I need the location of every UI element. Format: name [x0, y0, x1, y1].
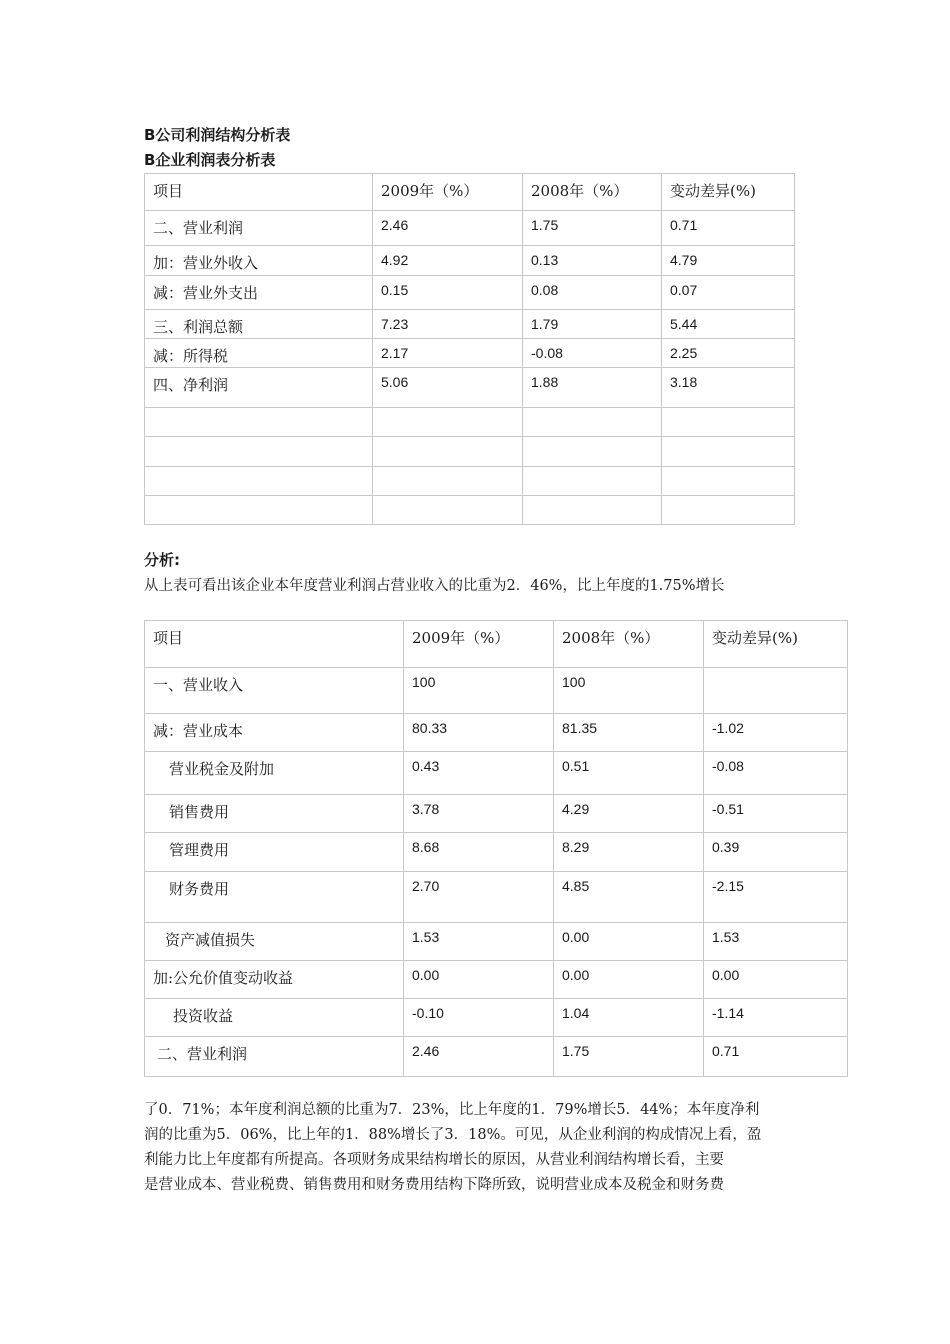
value-change: -0.08 — [704, 752, 848, 795]
header-cell: 项目 — [145, 174, 373, 211]
table-row — [145, 339, 795, 368]
empty-row — [145, 408, 795, 437]
value-2009: 7.23 — [373, 310, 523, 339]
table-row — [145, 795, 848, 833]
empty-cell — [145, 496, 373, 525]
row-label: 财务费用 — [145, 872, 404, 923]
empty-cell — [662, 467, 795, 496]
value-2009: 1.53 — [404, 923, 554, 961]
analysis-text: 从上表可看出该企业本年度营业利润占营业收入的比重为2．46%，比上年度的1.75%增长 — [144, 578, 725, 594]
row-label: 销售费用 — [145, 795, 404, 833]
empty-row — [145, 496, 795, 525]
table-header-row — [145, 621, 848, 668]
empty-cell — [662, 408, 795, 437]
value-2008: 0.51 — [554, 752, 704, 795]
header-cell: 2008年（%） — [523, 174, 662, 211]
value-change: 0.71 — [662, 211, 795, 246]
value-2008: 0.08 — [523, 276, 662, 310]
row-label: 二、营业利润 — [145, 1037, 404, 1077]
header-cell: 2008年（%） — [554, 621, 704, 668]
value-change: 2.25 — [662, 339, 795, 368]
value-2009: 0.15 — [373, 276, 523, 310]
document-title: B公司利润结构分析表 — [144, 126, 291, 144]
value-change: 0.00 — [704, 961, 848, 999]
value-2008: 0.00 — [554, 961, 704, 999]
value-2008: 81.35 — [554, 714, 704, 752]
empty-cell — [523, 408, 662, 437]
value-2009: 0.00 — [404, 961, 554, 999]
table-header-row — [145, 174, 795, 211]
table-row — [145, 668, 848, 714]
value-2008: 8.29 — [554, 833, 704, 872]
empty-cell — [373, 467, 523, 496]
value-2009: 100 — [404, 668, 554, 714]
value-2009: 2.46 — [373, 211, 523, 246]
value-change: 0.39 — [704, 833, 848, 872]
empty-cell — [373, 437, 523, 467]
value-change: 5.44 — [662, 310, 795, 339]
value-2009: 2.46 — [404, 1037, 554, 1077]
row-label: 加：营业外收入 — [145, 246, 373, 276]
table-row — [145, 961, 848, 999]
value-change: 1.53 — [704, 923, 848, 961]
value-change: -1.14 — [704, 999, 848, 1037]
value-change: -1.02 — [704, 714, 848, 752]
table-row — [145, 872, 848, 923]
value-2008: 0.00 — [554, 923, 704, 961]
analysis-label: 分析: — [144, 551, 180, 569]
row-label: 二、营业利润 — [145, 211, 373, 246]
row-label: 一、营业收入 — [145, 668, 404, 714]
empty-cell — [523, 467, 662, 496]
empty-cell — [662, 437, 795, 467]
value-2008: 1.79 — [523, 310, 662, 339]
row-label: 三、利润总额 — [145, 310, 373, 339]
paragraph-line: 是营业成本、营业税费、销售费用和财务费用结构下降所致，说明营业成本及税金和财务费 — [144, 1177, 724, 1193]
header-cell: 项目 — [145, 621, 404, 668]
value-2009: 8.68 — [404, 833, 554, 872]
value-2009: 2.70 — [404, 872, 554, 923]
table-row — [145, 368, 795, 408]
table-row — [145, 310, 795, 339]
value-2009: 80.33 — [404, 714, 554, 752]
value-2009: 5.06 — [373, 368, 523, 408]
row-label: 加:公允价值变动收益 — [145, 961, 404, 999]
empty-row — [145, 437, 795, 467]
value-2009: -0.10 — [404, 999, 554, 1037]
value-2008: 0.13 — [523, 246, 662, 276]
empty-cell — [373, 408, 523, 437]
table-row — [145, 833, 848, 872]
row-label: 管理费用 — [145, 833, 404, 872]
value-2009: 4.92 — [373, 246, 523, 276]
value-2009: 0.43 — [404, 752, 554, 795]
empty-cell — [373, 496, 523, 525]
header-cell: 2009年（%） — [404, 621, 554, 668]
value-change: 0.07 — [662, 276, 795, 310]
table-row — [145, 276, 795, 310]
row-label: 减：所得税 — [145, 339, 373, 368]
value-change — [704, 668, 848, 714]
table-row — [145, 752, 848, 795]
table-row — [145, 211, 795, 246]
row-label: 四、净利润 — [145, 368, 373, 408]
empty-row — [145, 467, 795, 496]
empty-cell — [662, 496, 795, 525]
profit-structure-table — [144, 173, 795, 525]
empty-cell — [145, 437, 373, 467]
value-2008: 1.75 — [554, 1037, 704, 1077]
value-2008: 1.88 — [523, 368, 662, 408]
header-cell: 变动差异(%) — [662, 174, 795, 211]
empty-cell — [523, 496, 662, 525]
table-row — [145, 1037, 848, 1077]
value-change: -2.15 — [704, 872, 848, 923]
value-change: -0.51 — [704, 795, 848, 833]
value-2008: 100 — [554, 668, 704, 714]
value-2008: 1.04 — [554, 999, 704, 1037]
value-2009: 3.78 — [404, 795, 554, 833]
value-2008: 4.85 — [554, 872, 704, 923]
row-label: 资产减值损失 — [145, 923, 404, 961]
value-2008: 4.29 — [554, 795, 704, 833]
empty-cell — [145, 467, 373, 496]
header-cell: 变动差异(%) — [704, 621, 848, 668]
income-statement-table — [144, 620, 848, 1077]
value-change: 4.79 — [662, 246, 795, 276]
paragraph-line: 了0．71%；本年度利润总额的比重为7．23%，比上年度的1．79%增长5．44%；本年度净利 — [144, 1102, 760, 1118]
paragraph-line: 润的比重为5．06%，比上年的1．88%增长了3．18%。可见，从企业利润的构成情况上看，盈 — [144, 1127, 762, 1143]
value-2008: -0.08 — [523, 339, 662, 368]
row-label: 营业税金及附加 — [145, 752, 404, 795]
value-2009: 2.17 — [373, 339, 523, 368]
value-change: 0.71 — [704, 1037, 848, 1077]
table-row — [145, 714, 848, 752]
row-label: 减：营业成本 — [145, 714, 404, 752]
table1-title: B企业利润表分析表 — [144, 151, 276, 169]
header-cell: 2009年（%） — [373, 174, 523, 211]
row-label: 投资收益 — [145, 999, 404, 1037]
table-row — [145, 246, 795, 276]
value-change: 3.18 — [662, 368, 795, 408]
row-label: 减：营业外支出 — [145, 276, 373, 310]
empty-cell — [523, 437, 662, 467]
value-2008: 1.75 — [523, 211, 662, 246]
paragraph-line: 利能力比上年度都有所提高。各项财务成果结构增长的原因，从营业利润结构增长看，主要 — [144, 1152, 724, 1168]
table-row — [145, 923, 848, 961]
empty-cell — [145, 408, 373, 437]
table-row — [145, 999, 848, 1037]
